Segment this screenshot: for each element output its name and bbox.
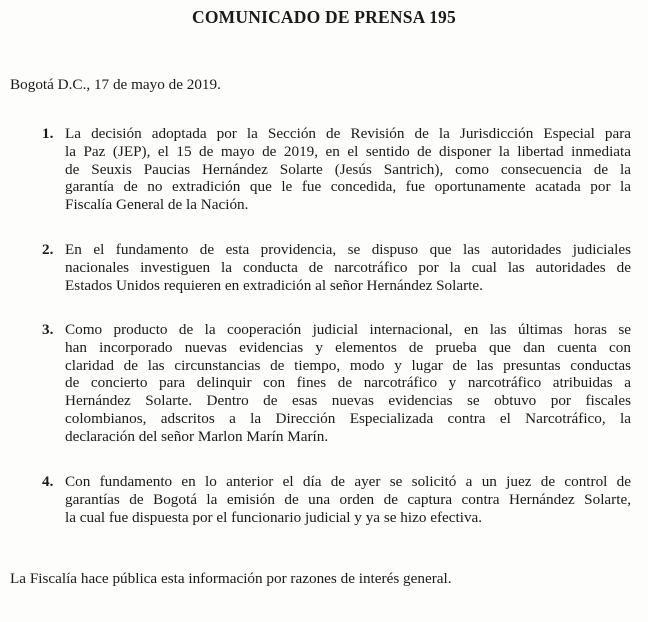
text-line: Estados Unidos requieren en extradición al señor Hernández Solarte. [65, 276, 483, 294]
item-number: 2. [42, 241, 54, 258]
text-line: Fiscalía General de la Nación. [65, 196, 249, 214]
item-number: 4. [42, 473, 54, 490]
item-text [65, 125, 631, 214]
item-text [65, 321, 631, 446]
text-line: de concierto para delinquir con fines de narcotráfico y narcotráfico atribuidas a [65, 374, 631, 392]
text-line: Como producto de la cooperación judicial internacional, en las últimas horas se [65, 321, 631, 338]
text-line: garantías de Bogotá la emisión de una orden de captura contra Hernández Solarte, [65, 490, 631, 508]
text-line: La decisión adoptada por la Sección de Revisión de la Jurisdicción Especial para [65, 125, 631, 142]
text-line: la Paz (JEP), el 15 de mayo de 2019, en el sentido de disponer la libertad inmediata [65, 142, 631, 160]
text-line: garantía de no extradición que le fue concedida, fue oportunamente acatada por la [65, 178, 631, 196]
text-line: han incorporado nuevas evidencias y elementos de prueba que dan cuenta con [65, 338, 631, 356]
text-line: En el fundamento de esta providencia, se dispuso que las autoridades judiciales [65, 241, 631, 258]
item-text [65, 241, 631, 294]
item-number: 1. [42, 125, 54, 142]
text-line: Con fundamento en lo anterior el día de ayer se solicitó a un juez de control de [65, 473, 631, 490]
text-line: Hernández Solarte. Dentro de esas nuevas evidencias se obtuvo por fiscales [65, 392, 631, 410]
text-line: la cual fue dispuesta por el funcionario judicial y ya se hizo efectiva. [65, 508, 483, 526]
text-line: de Seuxis Paucias Hernández Solarte (Jesús Santrich), como consecuencia de la [65, 160, 631, 178]
date-line: Bogotá D.C., 17 de mayo de 2019. [10, 76, 221, 93]
item-number: 3. [42, 321, 54, 338]
page-title: COMUNICADO DE PRENSA 195 [192, 7, 456, 27]
text-line: claridad de las circunstancias de tiempo, modo y lugar de las presuntas conductas [65, 356, 631, 374]
item-text [65, 473, 631, 526]
text-line: colombianos, adscritos a la Dirección Especializada contra el Narcotráfico, la [65, 409, 631, 427]
closing-statement: La Fiscalía hace pública esta información por razones de interés general. [10, 570, 452, 587]
text-line: declaración del señor Marlon Marín Marín. [65, 427, 329, 445]
text-line: nacionales investiguen la conducta de narcotráfico por la cual las autoridades de [65, 258, 631, 276]
